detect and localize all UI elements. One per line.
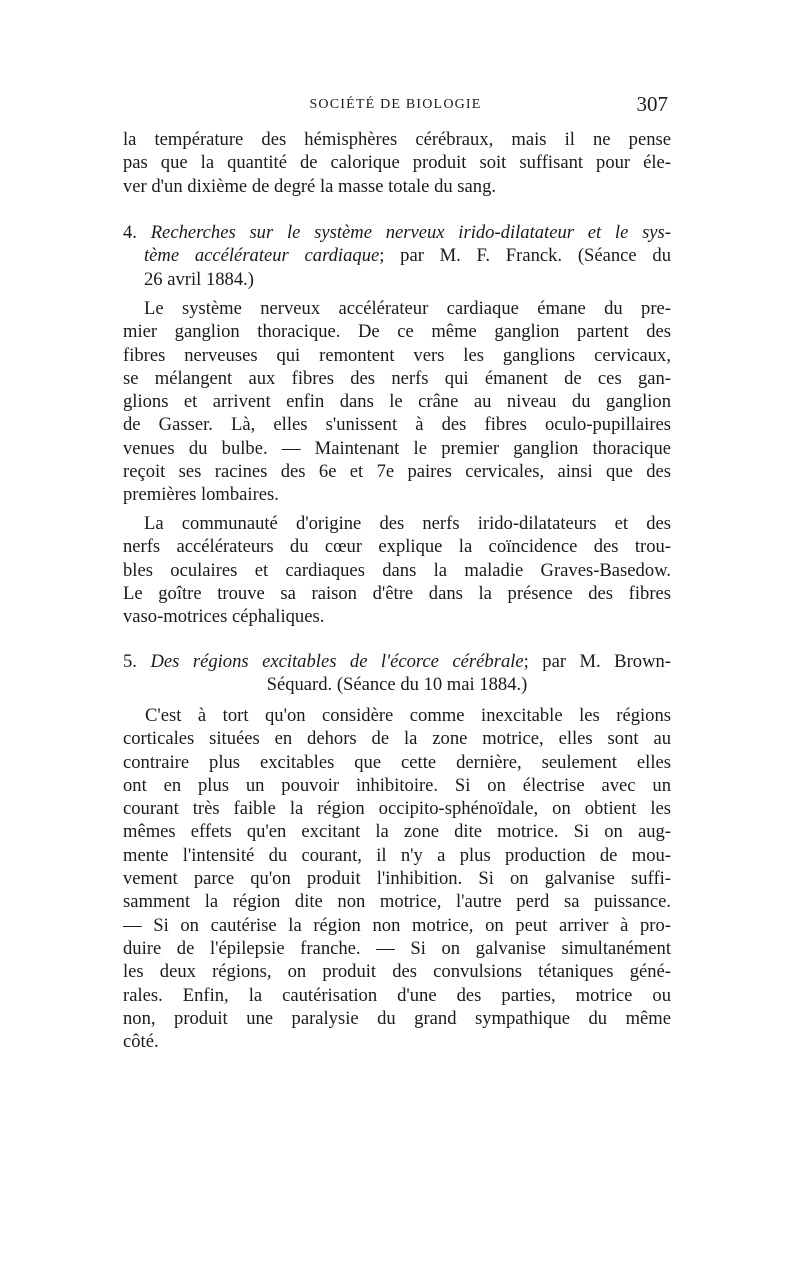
text-line: la température des hémisphères cérébraux, mais il ne pense [123,129,671,150]
page-header [123,92,668,118]
text-line: pas que la quantité de calorique produit soit suffisant pour éle- [123,152,671,174]
text-line: se mélangent aux fibres des nerfs qui émanent de ces gan- [123,367,671,389]
text-line: C'est à tort qu'on considère comme inexcitable les régions [145,705,671,726]
heading-line [123,244,671,267]
section-5-paragraph [123,704,671,1053]
intro-paragraph [123,128,671,198]
section-4-heading [123,221,671,291]
text-line: La communauté d'origine des nerfs irido-dilatateurs et des [144,513,671,534]
text-line: bles oculaires et cardiaques dans la maladie Graves-Basedow. [123,559,671,581]
text-line: non, produit une paralysie du grand sympathique du même [123,1007,671,1029]
heading-author: ; par M. Brown- [523,651,671,672]
text-line: mêmes effets qu'en excitant la zone dite motrice. Si on aug- [123,821,671,843]
text-line: les deux régions, on produit des convulsions tétaniques géné- [123,961,671,983]
heading-title-italic: tème accélérateur cardiaque [144,245,380,267]
text-line: vement parce qu'on produit l'inhibition. Si on galvanise suffi- [123,868,671,890]
text-line: venues du bulbe. — Maintenant le premier ganglion thoracique [123,437,671,459]
heading-title-italic: Des régions excitables de l'écorce cérébrale [150,651,524,672]
text-line: — Si on cautérise la région non motrice, on peut arriver à pro- [123,914,671,936]
text-line: de Gasser. Là, elles s'unissent à des fibres oculo-pupillaires [123,414,671,436]
text-line: mier ganglion thoracique. De ce même ganglion partent des [123,321,671,343]
text-line: Le système nerveux accélérateur cardiaque émane du pre- [144,298,671,319]
section-number: 5. [123,651,137,672]
text-line: corticales situées en dehors de la zone motrice, elles sont au [123,728,671,750]
page-number: 307 [636,92,668,116]
heading-line [123,650,671,673]
running-title: SOCIÉTÉ DE BIOLOGIE [309,97,482,112]
section-number: 4. [123,222,137,243]
text-line: vaso-motrices céphaliques. [123,606,325,628]
text-line: ont en plus un pouvoir inhibitoire. Si on électrise avec un [123,774,671,796]
text-line: contraire plus excitables que cette dernière, seulement elles [123,751,671,773]
text-line: nerfs accélérateurs du cœur explique la coïncidence des trou- [123,536,671,558]
section-5-heading [123,650,671,697]
text-line: Le goître trouve sa raison d'être dans la présence des fibres [123,582,671,604]
heading-author: ; par M. F. Franck. (Séance du [379,245,671,267]
text-line: ver d'un dixième de degré la masse totale du sang. [123,175,497,197]
heading-line: Séquard. (Séance du 10 mai 1884.) [266,674,528,696]
text-line: rales. Enfin, la cautérisation d'une des parties, motrice ou [123,984,671,1006]
heading-title-italic: Recherches sur le système nerveux irido-dilatateur et le sys- [150,222,671,243]
text-line: côté. [123,1031,159,1053]
text-line: reçoit ses racines des 6e et 7e paires cervicales, ainsi que des [123,461,671,483]
text-line: courant très faible la région occipito-sphénoïdale, on obtient les [123,798,671,820]
text-line: glions et arrivent enfin dans le crâne au niveau du ganglion [123,391,671,413]
text-line: mente l'intensité du courant, il n'y a plus production de mou- [123,844,671,866]
section-4-paragraph-1 [123,297,671,507]
text-line: samment la région dite non motrice, l'autre perd sa puissance. [123,891,671,913]
section-4-paragraph-2 [123,512,671,628]
text-line: premières lombaires. [123,484,279,506]
text-line: fibres nerveuses qui remontent vers les ganglions cervicaux, [123,344,671,366]
text-line: duire de l'épilepsie franche. — Si on galvanise simultanément [123,937,671,959]
heading-line [123,221,671,244]
heading-line: 26 avril 1884.) [144,268,254,290]
